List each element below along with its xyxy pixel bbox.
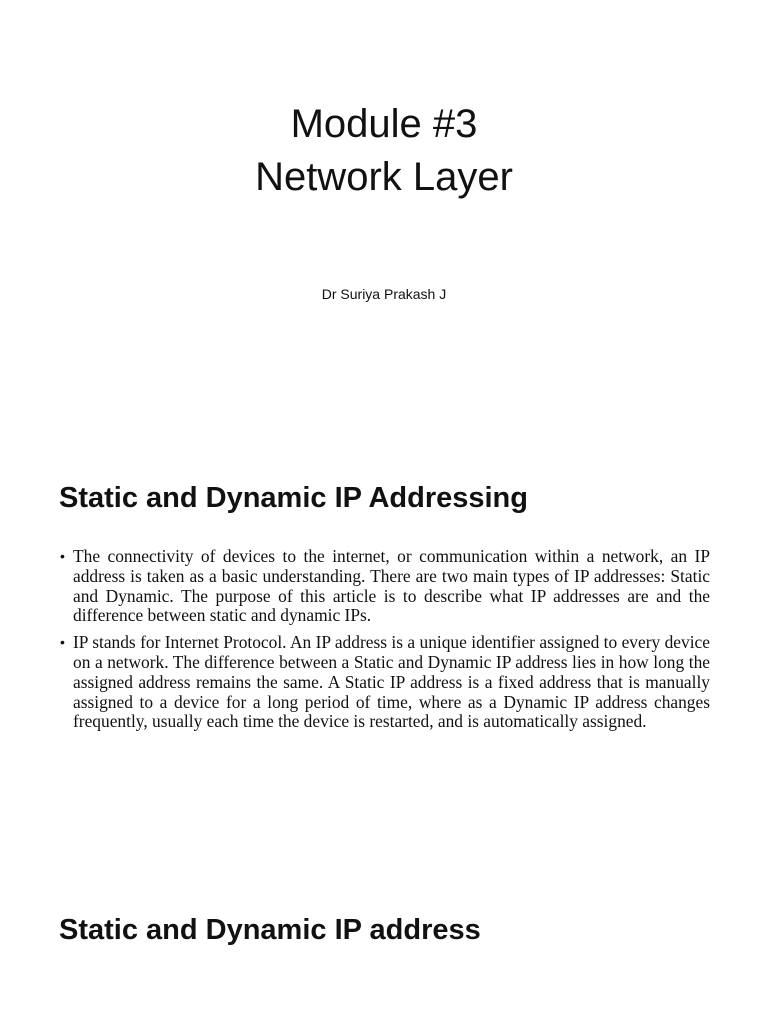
slide-heading: Static and Dynamic IP Addressing <box>59 482 528 514</box>
module-title: Module #3 <box>290 102 478 146</box>
next-slide <box>0 864 768 1024</box>
slide-heading: Static and Dynamic IP address <box>59 914 481 946</box>
module-subtitle: Network Layer <box>255 155 513 199</box>
bullet-dot-icon: • <box>60 548 65 564</box>
bullet-dot-icon: • <box>60 634 65 651</box>
author-name: Dr Suriya Prakash J <box>321 286 447 302</box>
content-slide <box>0 432 768 864</box>
bullet-item <box>60 547 710 626</box>
cut-off-text <box>60 1014 760 1024</box>
bullet-list <box>60 547 710 739</box>
bullet-item <box>60 633 710 732</box>
bullet-text: IP stands for Internet Protocol. An IP address is a unique identifier assigned to every device on a network. The difference between a Static and Dynamic IP address lies in how long the assigned address remains the same. A Static IP address is a fixed address that is manually assigned to a device for a long period of time, where as a Dynamic IP address changes frequently, usually each time the device is restarted, and is automatically assigned. <box>73 632 710 732</box>
bullet-text: The connectivity of devices to the internet, or communication within a network, an IP address is taken as a basic understanding. There are two main types of IP addresses: Static and Dynamic. The purpose of this article is to describe what IP addresses are and the difference between static and dynamic IPs. <box>73 546 710 626</box>
title-slide <box>0 0 768 432</box>
